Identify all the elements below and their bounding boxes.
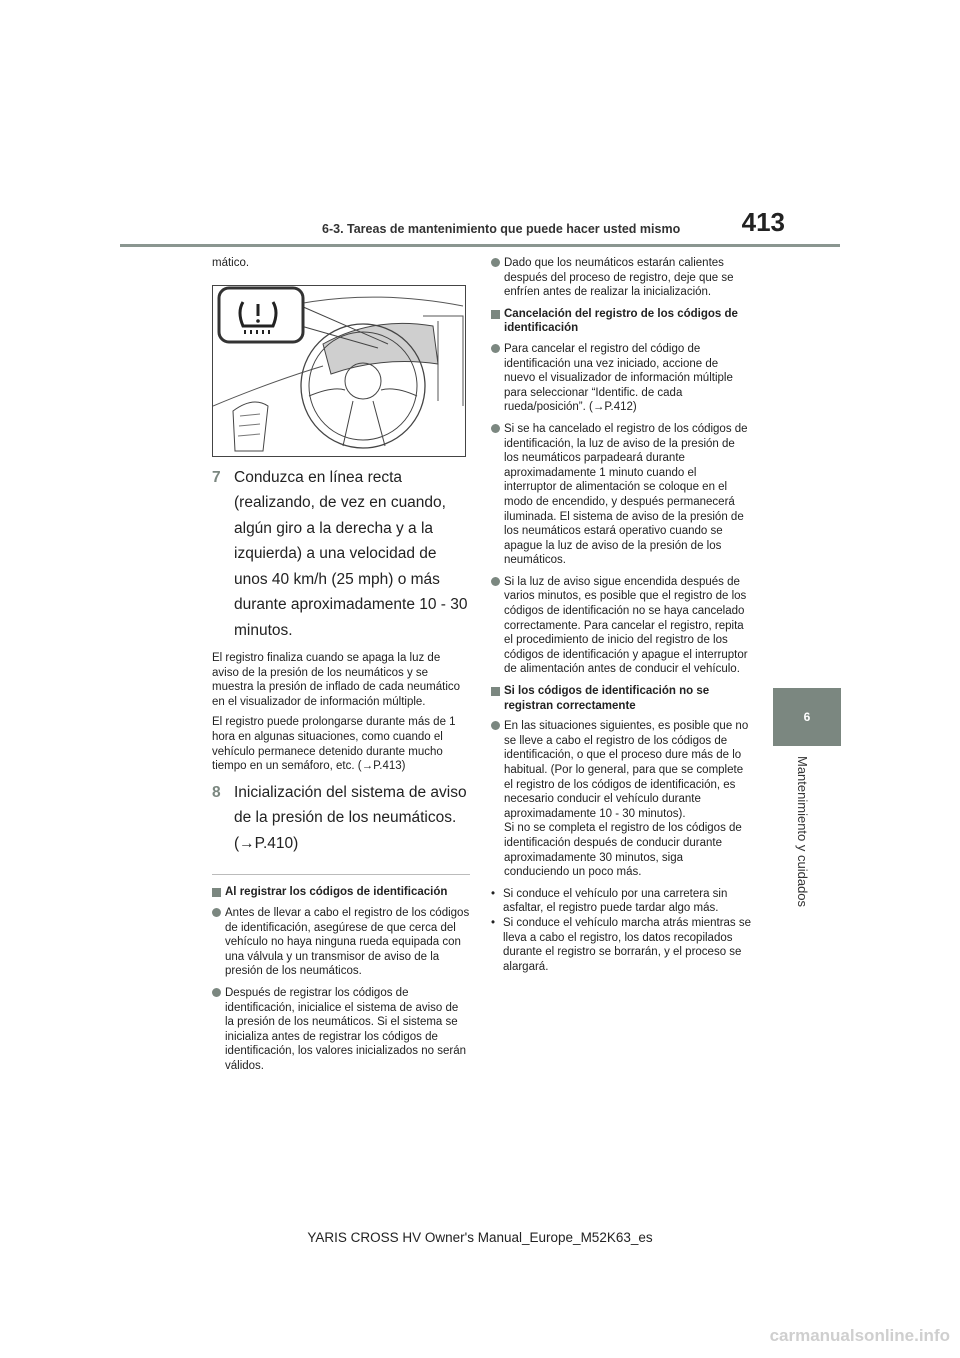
list-item-text	[504, 719, 751, 880]
paragraph: El registro finaliza cuando se apaga la luz de aviso de la presión de los neumáticos y se muestra la presión de inflado de cada neumático en el visualizador de información múltiple.	[212, 652, 461, 708]
chapter-number: 6	[803, 710, 811, 724]
footer-manual-id: YARIS CROSS HV Owner's Manual_Europe_M52K63_es	[307, 1230, 653, 1245]
square-bullet-icon	[491, 310, 500, 319]
chapter-tab	[773, 688, 841, 746]
step-text: Inicialización del sistema de aviso de la presión de los neumáticos. (→P.410)	[234, 783, 467, 852]
list-item-text-part: En las situaciones siguientes, es posible que no se lleve a cabo el registro de los códigos de identificación, o que el proceso dure más de lo habitual. (Por lo general, para que se complete el registro de los códigos de identificación, es necesario conducir el vehículo durante aproximadamente 10 - 30 minutos).	[504, 720, 749, 820]
list-item	[491, 256, 751, 300]
list-item-text: Dado que los neumáticos estarán calientes después del proceso de registro, deje que se enfríen antes de realizar la inicialización.	[504, 257, 734, 299]
section-divider	[212, 874, 470, 875]
sub-list-item-text: Si conduce el vehículo marcha atrás mientras se lleva a cabo el registro, los datos recopilados durante el registro se borrarán, y el proceso se alargará.	[503, 916, 752, 973]
square-bullet-icon	[212, 888, 221, 897]
left-column	[212, 256, 470, 1080]
subsection-heading	[491, 307, 751, 336]
circle-bullet-icon	[212, 908, 221, 917]
subsection-heading	[212, 885, 470, 900]
dashboard-drawing	[213, 286, 465, 456]
header-rule	[120, 244, 840, 247]
sub-bullet-mark: •	[491, 887, 496, 900]
list-item-text: Después de registrar los códigos de identificación, inicialice el sistema de aviso de la presión de los neumáticos. Si el sistema se inicializa antes de registrar los códigos de identificación, los valores inicializados no serán válidos.	[225, 986, 466, 1072]
circle-bullet-icon	[212, 988, 221, 997]
step-text: Conduzca en línea recta (realizando, de vez en cuando, algún giro a la derecha y a la izquierda) a una velocidad de unos 40 km/h (25 mph) o más durante aproximadamente 10 - 30 minutos.	[234, 468, 468, 639]
list-item	[491, 342, 751, 415]
list-item-text: Para cancelar el registro del código de identificación una vez iniciado, accione de nuevo el visualizador de información múltiple para seleccionar “Identific. de cada rueda/posición”. (→P.412)	[504, 342, 733, 414]
subsection-heading	[491, 684, 751, 713]
circle-bullet-icon	[491, 344, 500, 353]
circle-bullet-icon	[491, 424, 500, 433]
intro-text: mático.	[212, 257, 250, 269]
list-item-text: Si se ha cancelado el registro de los códigos de identificación, la luz de aviso de la presión de los neumáticos parpadeará durante aproximadamente 1 minuto cuando el interruptor de alimentación se coloque en el modo de encendido, y después permanecerá iluminada. El sistema de aviso de la presión de los neumáticos estará operativo cuando se apague la luz de aviso de la presión de los neumáticos.	[504, 422, 748, 567]
heading-text: Si los códigos de identificación no se registran correctamente	[504, 685, 710, 712]
step-number: 7	[212, 468, 221, 486]
list-item	[491, 575, 751, 677]
heading-text: Al registrar los códigos de identificación	[225, 886, 448, 899]
sub-bullet-mark: •	[491, 916, 496, 929]
square-bullet-icon	[491, 687, 500, 696]
list-item	[212, 986, 470, 1074]
step-number: 8	[212, 783, 221, 801]
page-number: 413	[741, 207, 785, 237]
circle-bullet-icon	[491, 577, 500, 586]
watermark: carmanualsonline.info	[769, 1326, 950, 1345]
list-item-text-part: Si no se completa el registro de los códigos de identificación después de conducir durante aproximadamente 30 minutos, siga conduciendo un poco más.	[504, 822, 742, 879]
dashboard-illustration	[212, 285, 466, 457]
paragraph: El registro puede prolongarse durante más de 1 hora en algunas situaciones, como cuando el vehículo permanece detenido durante mucho tiempo en un semáforo, etc. (→P.413)	[212, 716, 456, 773]
list-item-text: Si la luz de aviso sigue encendida después de varios minutos, es posible que el registro de los códigos de identificación no se haya cancelado correctamente. Para cancelar el registro, repita el procedimiento de inicio del registro de los códigos de identificación y apague el interruptor de alimentación antes de conducir el vehículo.	[504, 575, 748, 676]
heading-text: Cancelación del registro de los códigos de identificación	[504, 307, 738, 335]
sub-list-item	[491, 887, 751, 916]
chapter-title: Mantenimiento y cuidados	[795, 756, 810, 908]
sub-list-item-text: Si conduce el vehículo por una carretera sin asfaltar, el registro puede tardar algo más.	[503, 887, 728, 915]
list-item-text: Antes de llevar a cabo el registro de los códigos de identificación, asegúrese de que cerca del vehículo no haya ninguna rueda equipada con una válvula y un transmisor de aviso de la presión de los neumáticos.	[225, 906, 470, 978]
circle-bullet-icon	[491, 258, 500, 267]
section-title: 6-3. Tareas de mantenimiento que puede hacer usted mismo	[322, 222, 681, 236]
list-item	[212, 906, 470, 979]
circle-bullet-icon	[491, 721, 500, 730]
right-column	[491, 256, 751, 974]
list-item	[491, 719, 751, 880]
step-7	[212, 465, 470, 644]
step-8	[212, 780, 470, 857]
sub-list-item	[491, 916, 751, 974]
list-item	[491, 422, 751, 568]
